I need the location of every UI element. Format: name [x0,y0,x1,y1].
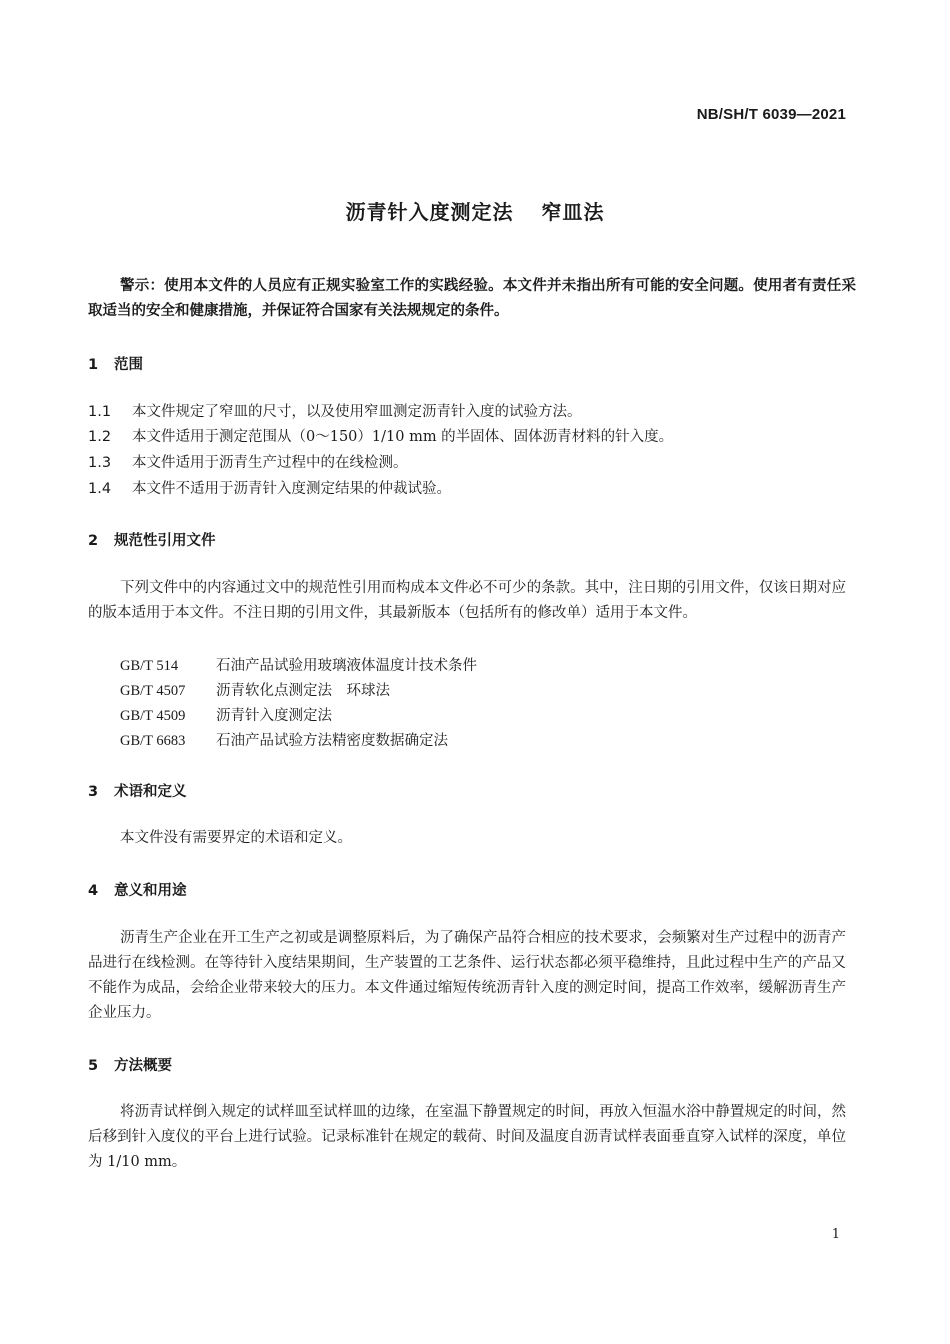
section-3-heading: 3 术语和定义 [88,784,187,800]
title-main: 沥青针入度测定法 [345,200,514,224]
page-number: 1 [831,1227,840,1242]
section-3-text: 本文件没有需要界定的术语和定义。 [120,830,352,846]
title-sub: 窄皿法 [541,200,605,224]
normative-ref: GB/T 6683 石油产品试验方法精密度数据确定法 [120,733,448,749]
normative-ref: GB/T 514 石油产品试验用玻璃液体温度计技术条件 [120,658,477,674]
document-title [0,196,950,225]
section-5-heading: 5 方法概要 [88,1058,172,1074]
section-1-heading: 1 范围 [88,357,143,373]
clause-1-4: 1.4 本文件不适用于沥青针入度测定结果的仲裁试验。 [88,481,451,497]
section-5-text: 将沥青试样倒入规定的试样皿至试样皿的边缘，在室温下静置规定的时间，再放入恒温水浴中静置规定的时间，然后移到针入度仪的平台上进行试验。记录标准针在规定的载荷、时间及温度自沥青试样表面垂直穿入试样的深度，单位为 1/10 mm。 [88,1104,846,1170]
section-4-text: 沥青生产企业在开工生产之初或是调整原料后，为了确保产品符合相应的技术要求，会频繁对生产过程中的沥青产品进行在线检测。在等待针入度结果期间，生产装置的工艺条件、运行状态都必须平稳维持，且此过程中生产的产品又不能作为成品，会给企业带来较大的压力。本文件通过缩短传统沥青针入度的测定时间，提高工作效率，缓解沥青生产企业压力。 [88,930,846,1021]
standard-code: NB/SH/T 6039—2021 [696,106,846,123]
section-4-heading: 4 意义和用途 [88,883,187,899]
section-2-heading: 2 规范性引用文件 [88,533,216,549]
clause-1-2: 1.2 本文件适用于测定范围从（0～150）1/10 mm 的半固体、固体沥青材料的针入度。 [88,429,674,445]
warning-notice: 警示：使用本文件的人员应有正规实验室工作的实践经验。本文件并未指出所有可能的安全问题。使用者有责任采取适当的安全和健康措施，并保证符合国家有关法规规定的条件。 [88,278,856,319]
normative-ref: GB/T 4509 沥青针入度测定法 [120,708,332,724]
clause-1-3: 1.3 本文件适用于沥青生产过程中的在线检测。 [88,455,408,471]
section-2-intro: 下列文件中的内容通过文中的规范性引用而构成本文件必不可少的条款。其中，注日期的引用文件，仅该日期对应的版本适用于本文件。不注日期的引用文件，其最新版本（包括所有的修改单）适用于本文件。 [88,580,846,621]
clause-1-1: 1.1 本文件规定了窄皿的尺寸，以及使用窄皿测定沥青针入度的试验方法。 [88,404,582,420]
normative-ref: GB/T 4507 沥青软化点测定法 环球法 [120,683,390,699]
